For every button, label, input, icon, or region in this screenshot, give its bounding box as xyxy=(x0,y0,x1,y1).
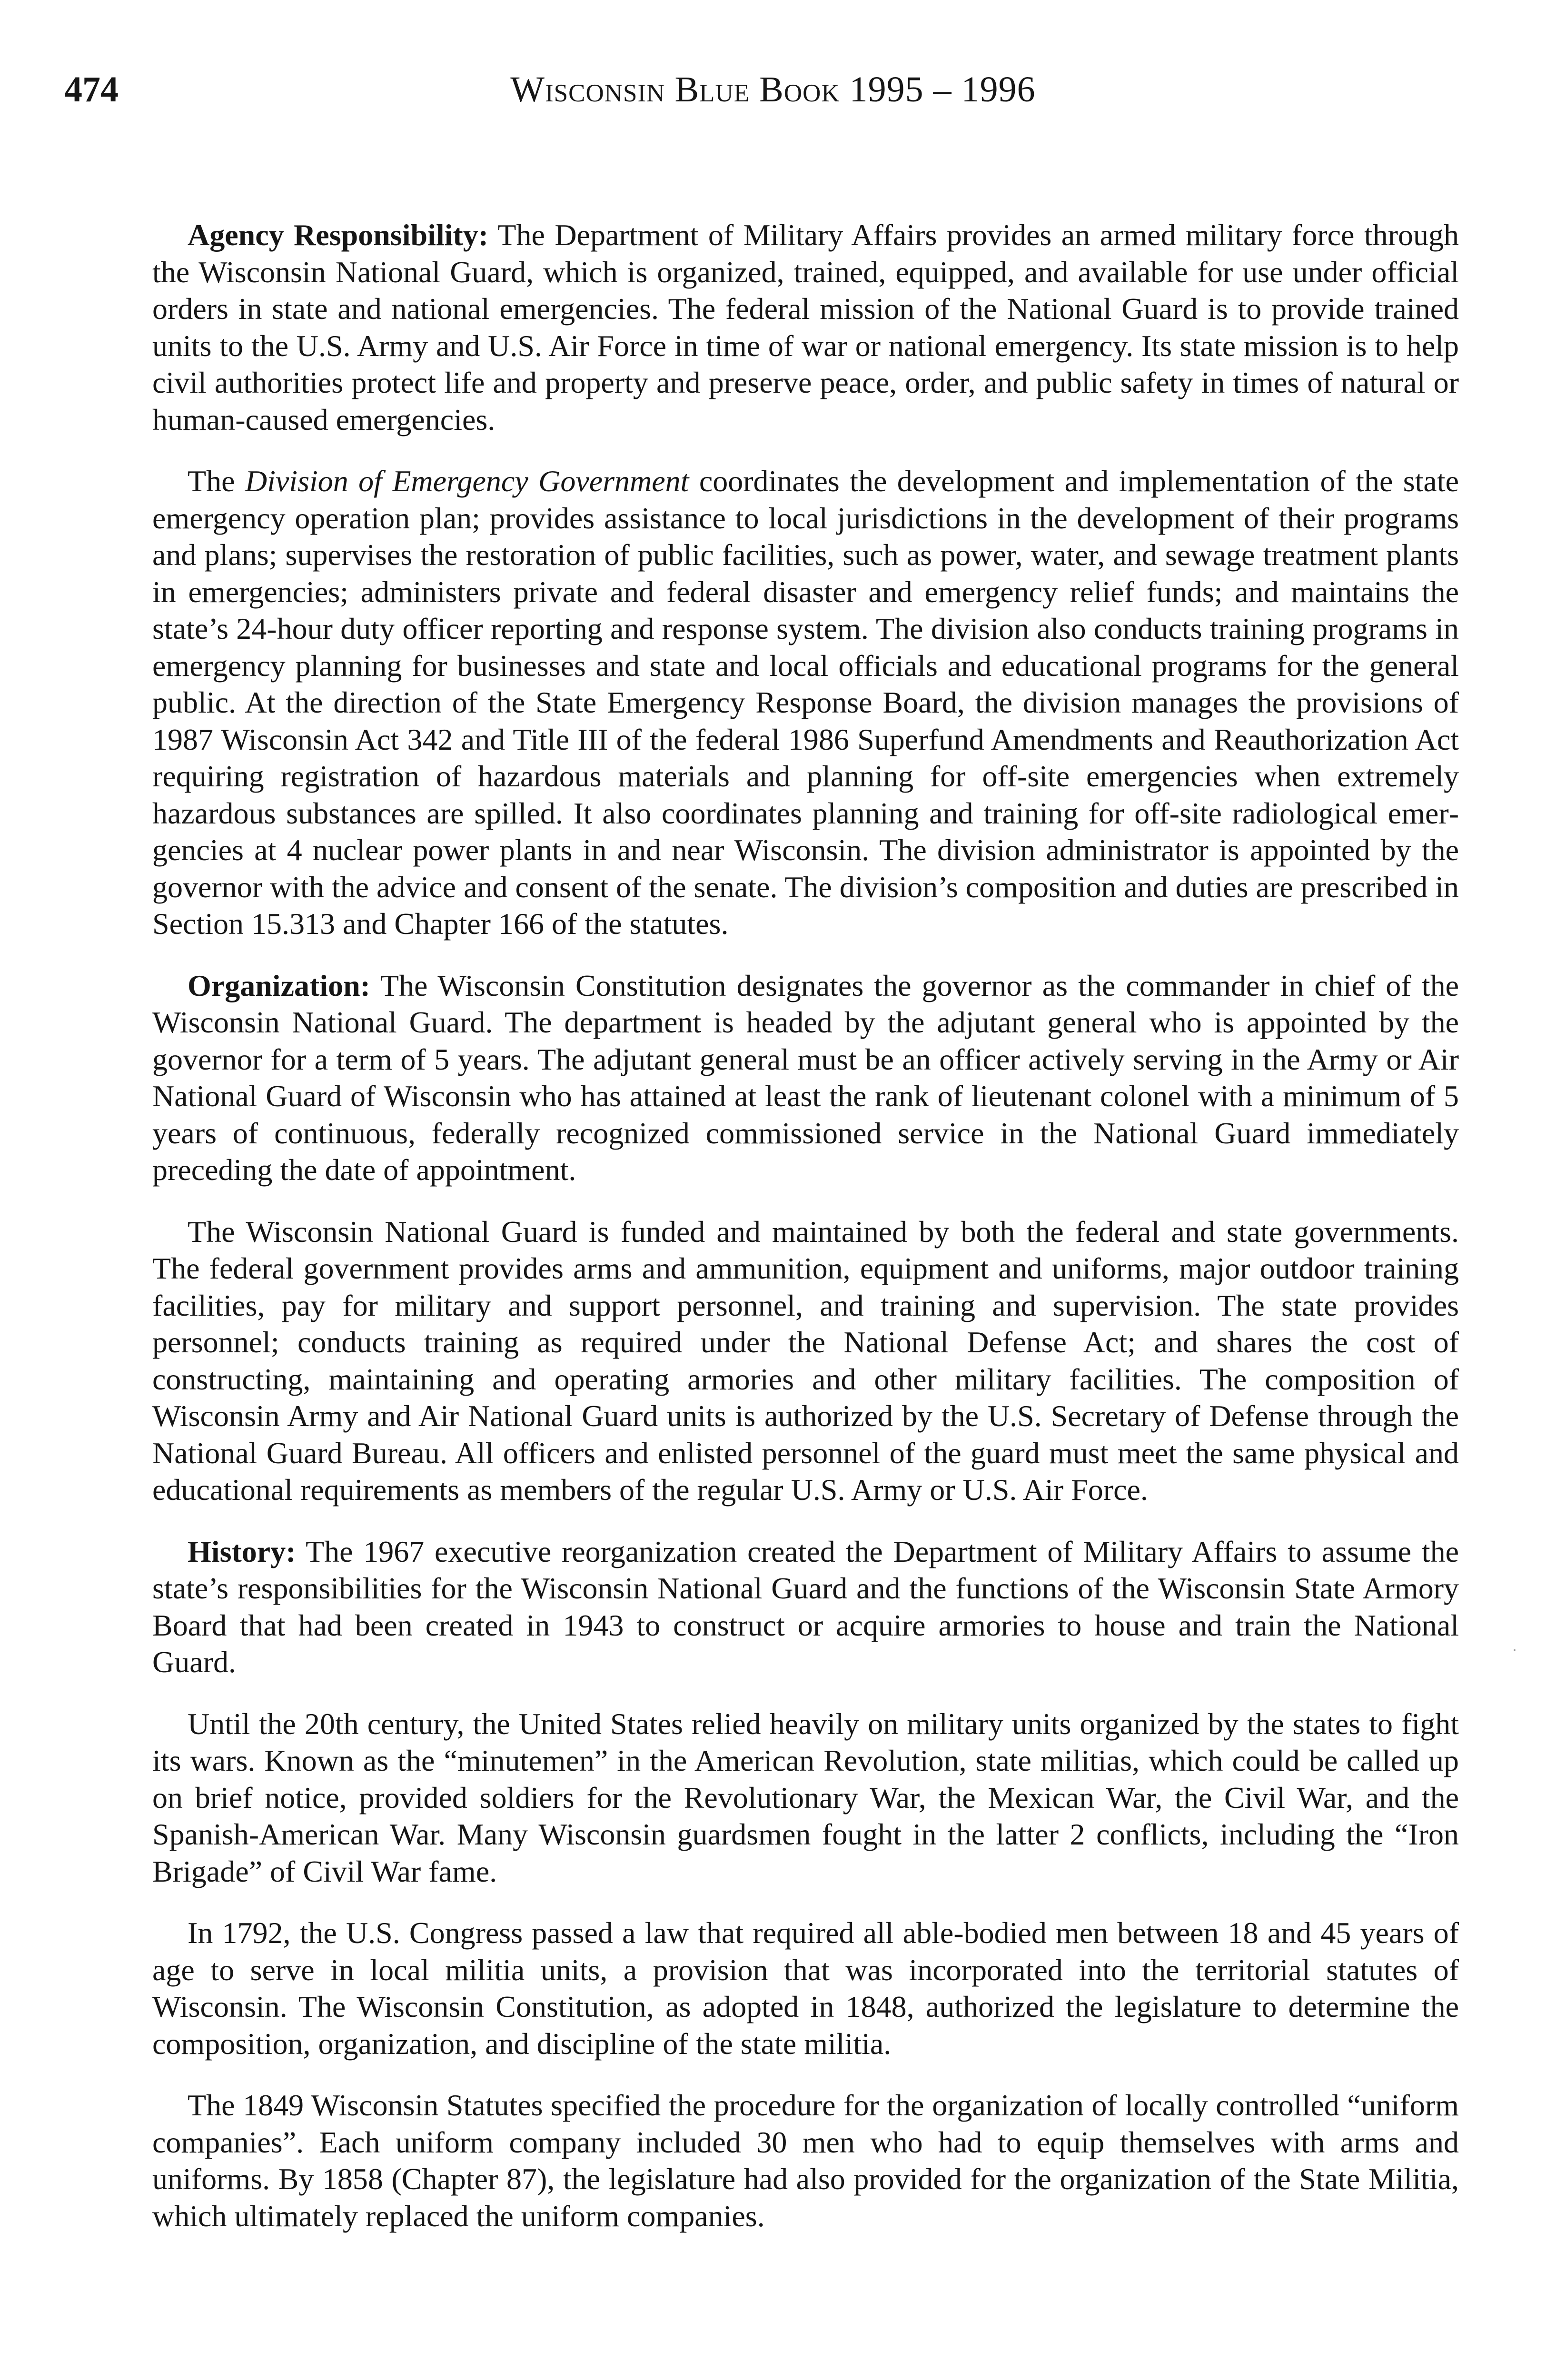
page-number: 474 xyxy=(64,69,119,109)
paragraph-text-emergency-after: coordinates the development and implementation of the state emergency operation plan; provides assistance to local jurisdictions in the development of their programs and plans; supervises the restoration of public facilities, such as power, water, and sewage treatment plants in emergencies; administers private and federal disaster and emergency relief funds; and maintains the state’s 24-hour duty officer reporting and response system. The division also conducts training programs in emergency planning for businesses and state and local officials and educational programs for the general public. At the direction of the State Emergency Response Board, the division manages the provisions of 1987 Wisconsin Act 342 and Title III of the federal 1986 Superfund Amendments and Reauthorization Act requiring registration of hazardous materials and planning for off-site emergencies when extremely hazardous substances are spilled. It also coordinates planning and training for off-site radiological emergencies at 4 nuclear power plants in and near Wisconsin. The division administrator is appointed by the governor with the advice and consent of the senate. The division’s composition and duties are prescribed in Section 15.313 and Chapter 166 of the statutes. xyxy=(152,464,1459,941)
paragraph-twentieth-century: Until the 20th century, the United States relied heavily on military units organized by the states to fight its wars. Known as the “minutemen” in the American Revolution, state militias, which could be called up on brief notice, provided soldiers for the Revolutionary War, the Mexican War, the Civil War, and the Spanish-American War. Many Wisconsin guardsmen fought in the latter 2 conflicts, including the “Iron Brigade” of Civil War fame. xyxy=(152,1706,1459,1888)
paragraph-agency-responsibility xyxy=(152,217,1459,438)
paragraph-emergency-government xyxy=(152,463,1459,942)
paragraph-history xyxy=(152,1533,1459,1681)
paragraph-text-agency: The Department of Military Affairs provides an armed military force through the Wisconsin National Guard, which is organized, trained, equipped, and available for use under official orders in state and national emergencies. The federal mission of the National Guard is to provide trained units to the U.S. Army and U.S. Air Force in time of war or national emergency. Its state mission is to help civil authorities protect life and property and preserve peace, order, and public safety in times of natural or human-caused emergencies. xyxy=(152,218,1459,436)
paragraph-lead-agency: Agency Responsibility: xyxy=(188,218,489,252)
paragraph-statutes-1849: The 1849 Wisconsin Statutes specified the procedure for the organization of locally controlled “uniform companies”. Each uniform company included 30 men who had to equip themselves with arms and uniforms. By 1858 (Chapter 87), the legislature had also provided for the organization of the State Militia, which ultimately replaced the uniform companies. xyxy=(152,2088,1459,2233)
paragraph-organization xyxy=(152,967,1459,1189)
paragraph-lead-organization: Organization: xyxy=(188,968,370,1002)
paragraph-text-emergency-before: The xyxy=(188,464,245,498)
paragraph-funding: The Wisconsin National Guard is funded and maintained by both the federal and state governments. The federal government provides arms and ammunition, equipment and uniforms, major outdoor training facilities, pay for military and support personnel, and training and supervision. The state provides personnel; conducts training as required under the National Defense Act; and shares the cost of constructing, maintaining and operating armories and other military facilities. The composition of Wisconsin Army and Air National Guard units is authorized by the U.S. Secretary of Defense through the National Guard Bureau. All officers and enlisted personnel of the guard must meet the same physical and educational requirements as members of the regular U.S. Army or U.S. Air Force. xyxy=(152,1214,1459,1507)
division-name-italic: Division of Emergency Government xyxy=(245,464,689,498)
paragraph-text-history: The 1967 executive reorganization created the Department of Military Affairs to assume the state’s responsibilities for the Wisconsin National Guard and the functions of the Wisconsin State Armory Board that had been created in 1943 to construct or acquire armories to house and train the National Guard. xyxy=(152,1534,1459,1679)
paragraph-lead-history: History: xyxy=(188,1534,296,1568)
paragraph-text-organization: The Wisconsin Constitution designates the governor as the commander in chief of the Wisconsin National Guard. The department is headed by the adjutant general who is appointed by the governor for a term of 5 years. The adjutant general must be an officer actively serving in the Army or Air National Guard of Wisconsin who has attained at least the rank of lieutenant colonel with a minimum of 5 years of continuous, federally recognized commissioned service in the National Guard immediately preceding the date of appointment. xyxy=(152,968,1459,1187)
scan-speck xyxy=(1514,1649,1516,1651)
page-body xyxy=(152,217,1459,2259)
paragraph-law-1792: In 1792, the U.S. Congress passed a law that required all able-bodied men between 18 and 45 years of age to serve in local militia units, a provision that was incorporated into the territorial statutes of Wisconsin. The Wisconsin Constitution, as adopted in 1848, authorized the legislature to determine the composition, organization, and discipline of the state militia. xyxy=(152,1916,1459,2061)
running-head-title: Wisconsin Blue Book 1995 – 1996 xyxy=(510,69,1036,109)
